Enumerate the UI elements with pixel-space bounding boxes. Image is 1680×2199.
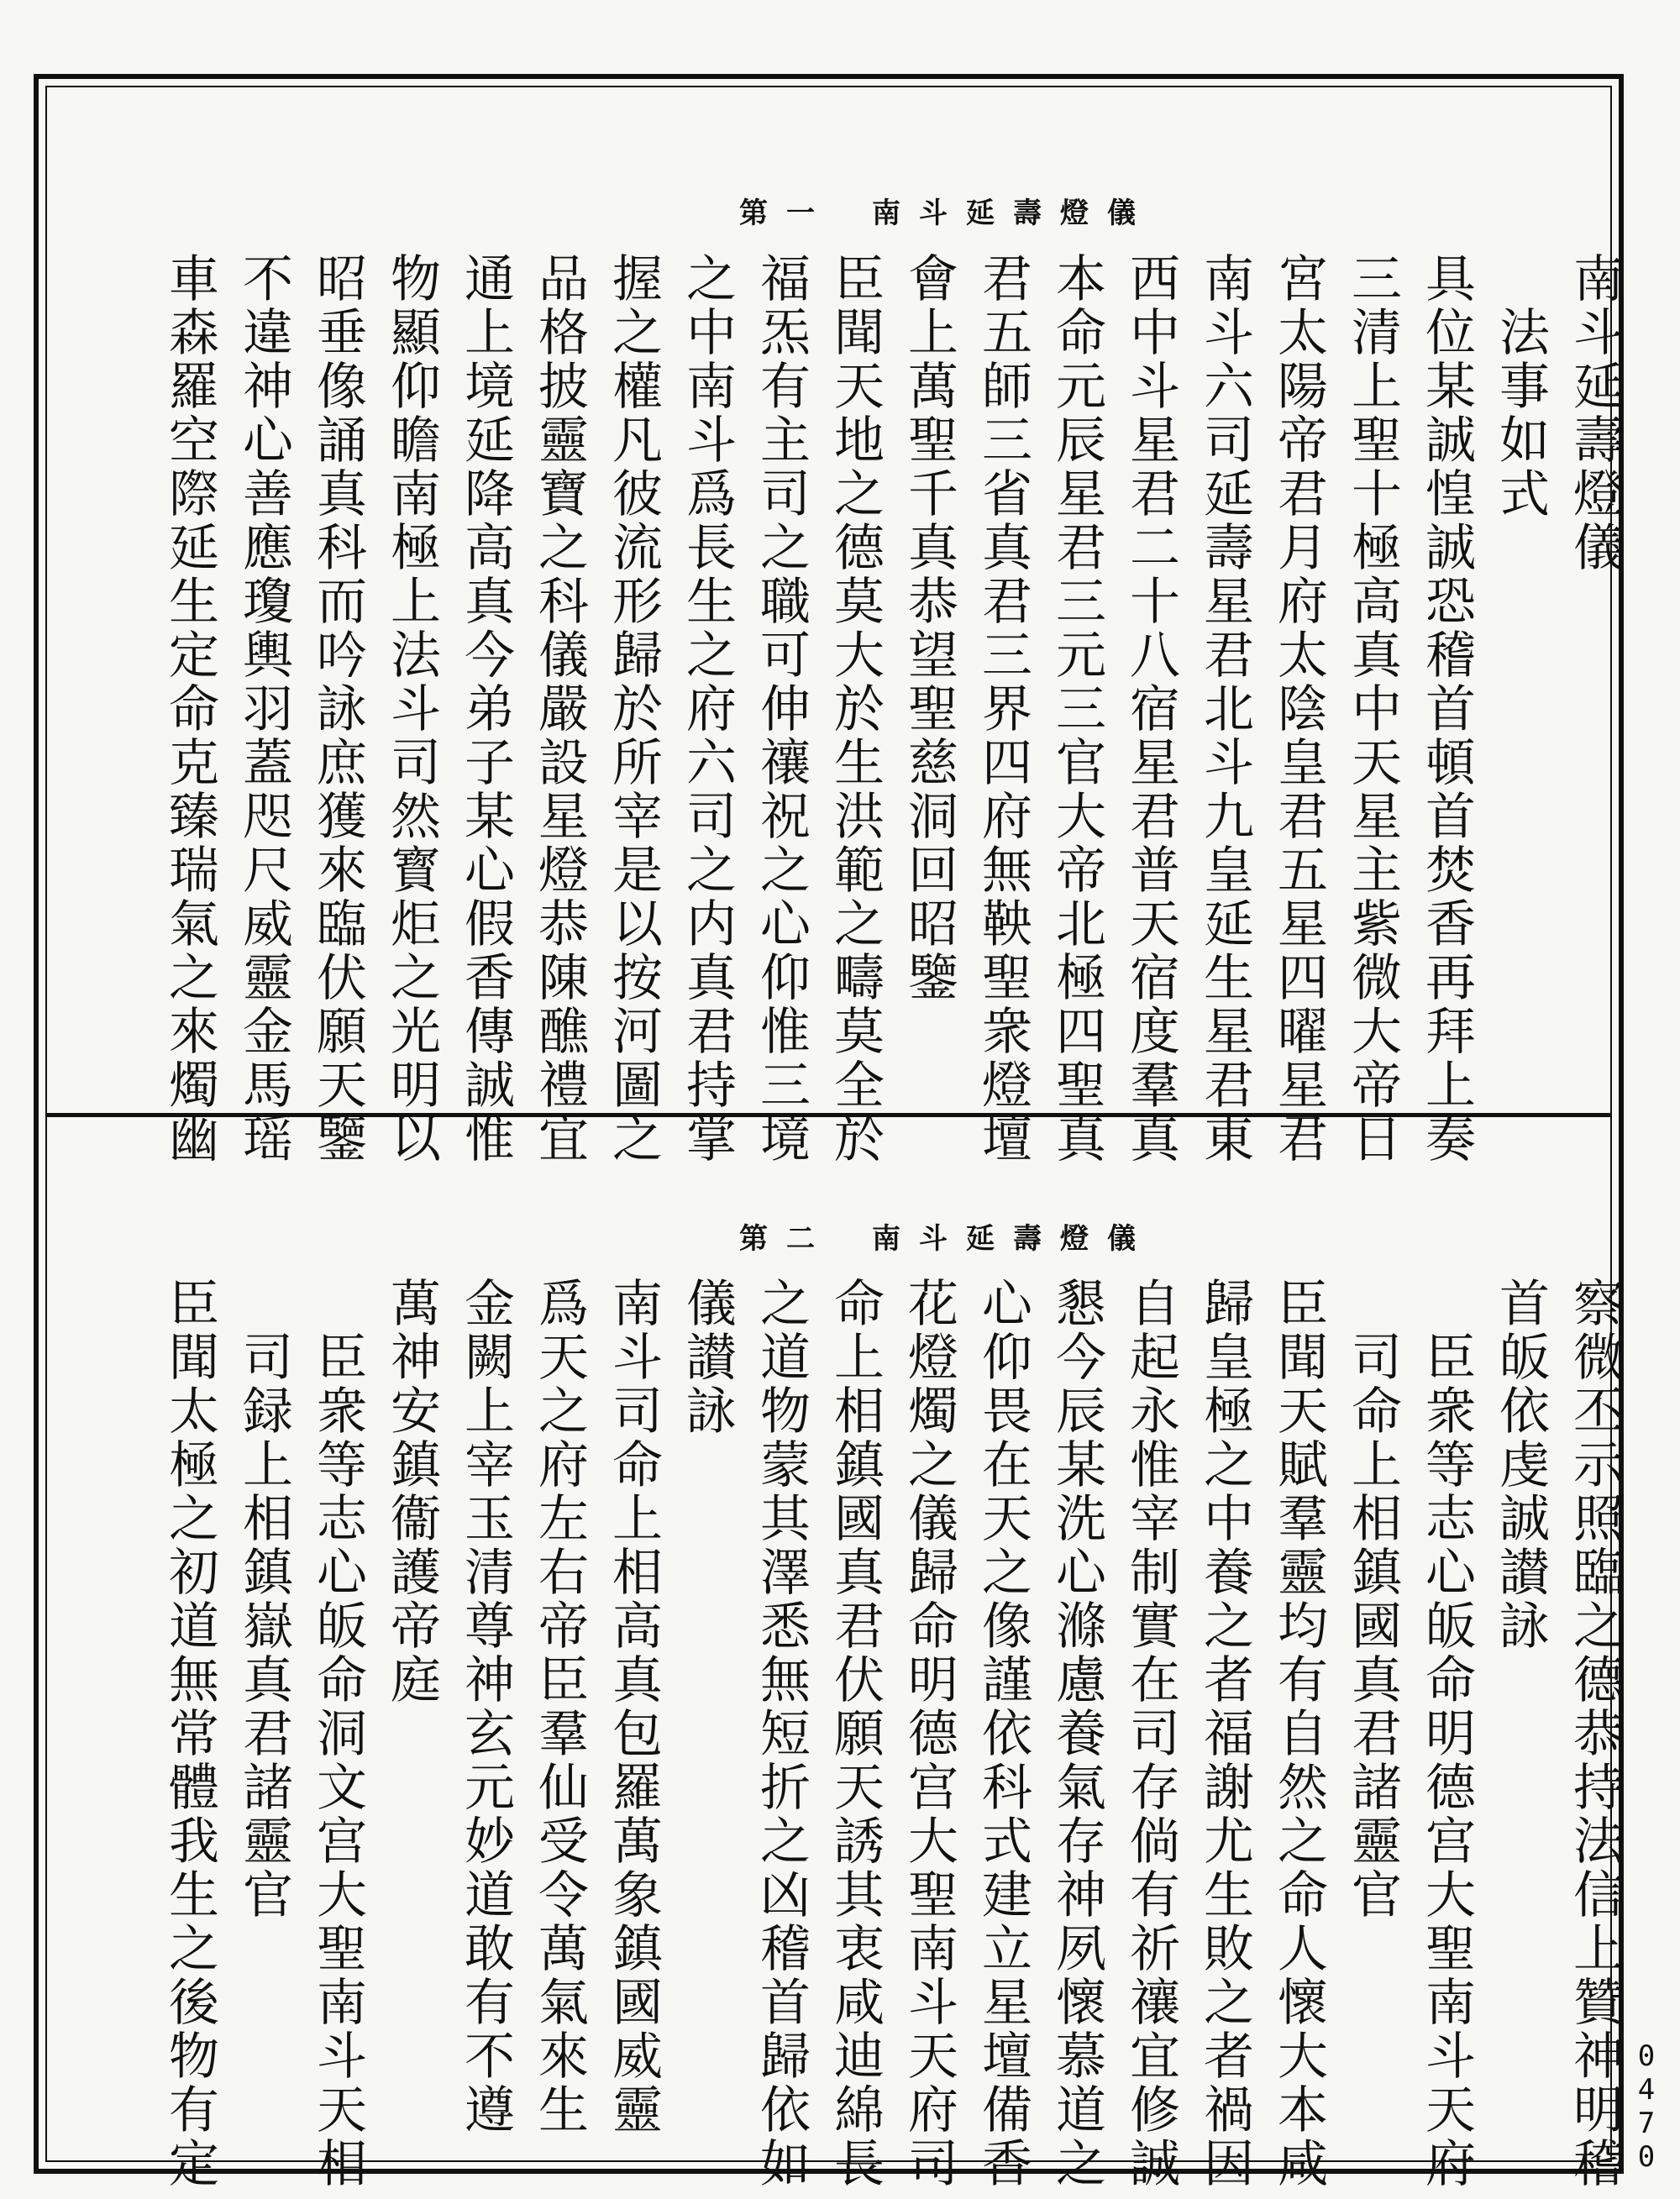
upper-section-label: 第一	[739, 197, 833, 230]
lower-running-header	[739, 1215, 1154, 1257]
lower-text-column: 臣衆等志心皈命明德宫大聖南斗天府	[1417, 1277, 1476, 2191]
lower-text-column: 臣衆等志心皈命洞文宫大聖南斗天相	[308, 1277, 367, 2191]
upper-text-column: 臣聞天地之德莫大於生洪範之疇莫全於	[826, 252, 885, 1166]
lower-text-column: 自起永惟宰制實在司存倘有祈禳宜修誠	[1121, 1277, 1180, 2191]
upper-text-column: 南斗六司延壽星君北斗九皇延生星君東	[1195, 252, 1254, 1166]
upper-text-column: 福炁有主司之職可伸禳祝之心仰惟三境	[752, 252, 811, 1166]
lower-header-title: 南斗延壽燈儀	[872, 1222, 1154, 1256]
lower-text-column: 儀讃詠	[678, 1277, 737, 1438]
lower-text-column: 司録上相鎮嶽真君諸靈官	[234, 1277, 293, 1922]
lower-text-column: 司命上相鎮國真君諸靈官	[1343, 1277, 1402, 1922]
lower-text-column: 南斗司命上相高真包羅萬象鎮國威靈	[604, 1277, 663, 2137]
lower-section-label: 第二	[739, 1222, 833, 1256]
upper-text-column: 法事如式	[1491, 252, 1550, 521]
upper-text-column: 昭垂像誦真科而吟詠庶獲來臨伏願天鑒	[308, 252, 367, 1166]
upper-text-column: 具位某誠惶誠恐稽首頓首焚香再拜上奏	[1417, 252, 1476, 1166]
upper-text-column: 君五師三省真君三界四府無鞅聖衆燈壇	[974, 252, 1032, 1166]
lower-text-column: 察微丕示照臨之德恭持法信上贊神明稽	[1565, 1277, 1624, 2191]
upper-header-title: 南斗延壽燈儀	[872, 197, 1154, 230]
upper-text-column: 本命元辰星君三元三官大帝北極四聖真	[1047, 252, 1106, 1166]
lower-text-column: 命上相鎮國真君伏願天誘其衷咸迪綿長	[826, 1277, 885, 2191]
upper-text-column: 不違神心善應瓊輿羽蓋咫尺威靈金馬瑶	[234, 252, 293, 1166]
lower-text-column: 之道物蒙其澤悉無短折之凶稽首歸依如	[752, 1277, 811, 2191]
upper-running-header	[739, 190, 1154, 231]
upper-text-column: 西中斗星君二十八宿星君普天宿度羣真	[1121, 252, 1180, 1166]
lower-text-column: 懇今辰某洗心滌慮養氣存神夙懷慕道之	[1047, 1277, 1106, 2191]
lower-text-column: 歸皇極之中養之者福謝尤生敗之者禍因	[1195, 1277, 1254, 2191]
upper-text-column: 握之權凡彼流形歸於所宰是以按河圖之	[604, 252, 663, 1166]
lower-text-column: 臣聞太極之初道無常體我生之後物有定	[160, 1277, 219, 2191]
upper-text-column: 通上境延降高真今弟子某心假香傳誠惟	[456, 252, 515, 1166]
upper-text-column: 物顯仰瞻南極上法斗司然寳炬之光明以	[382, 252, 441, 1166]
lower-text-column: 心仰畏在天之像謹依科式建立星壇備香	[974, 1277, 1032, 2191]
page-number: 0470	[1630, 2039, 1663, 2174]
upper-text-column: 南斗延壽燈儀	[1565, 252, 1624, 575]
upper-text-column: 之中南斗爲長生之府六司之内真君持掌	[678, 252, 737, 1166]
upper-text-panel	[47, 252, 1624, 1166]
upper-text-column: 品格披靈寶之科儀嚴設星燈恭陳醮禮宜	[530, 252, 589, 1166]
lower-text-panel	[47, 1277, 1624, 2191]
lower-text-column: 臣聞天賦羣靈均有自然之命人懷大本咸	[1269, 1277, 1328, 2191]
upper-text-column: 車森羅空際延生定命克臻瑞氣之來燭幽	[160, 252, 219, 1166]
lower-text-column: 花燈燭之儀歸命明德宫大聖南斗天府司	[900, 1277, 958, 2191]
lower-text-column: 金闕上宰玉清尊神玄元妙道敢有不遵	[456, 1277, 515, 2137]
upper-text-column: 宮太陽帝君月府太陰皇君五星四曜星君	[1269, 252, 1328, 1166]
lower-text-column: 首皈依虔誠讃詠	[1491, 1277, 1550, 1653]
lower-text-column: 萬神安鎮衞護帝庭	[382, 1277, 441, 1707]
upper-text-column: 三清上聖十極高真中天星主紫微大帝日	[1343, 252, 1402, 1166]
upper-text-column: 會上萬聖千真恭望聖慈洞回昭鑒	[900, 252, 958, 1005]
lower-text-column: 爲天之府左右帝臣羣仙受令萬氣來生	[530, 1277, 589, 2137]
